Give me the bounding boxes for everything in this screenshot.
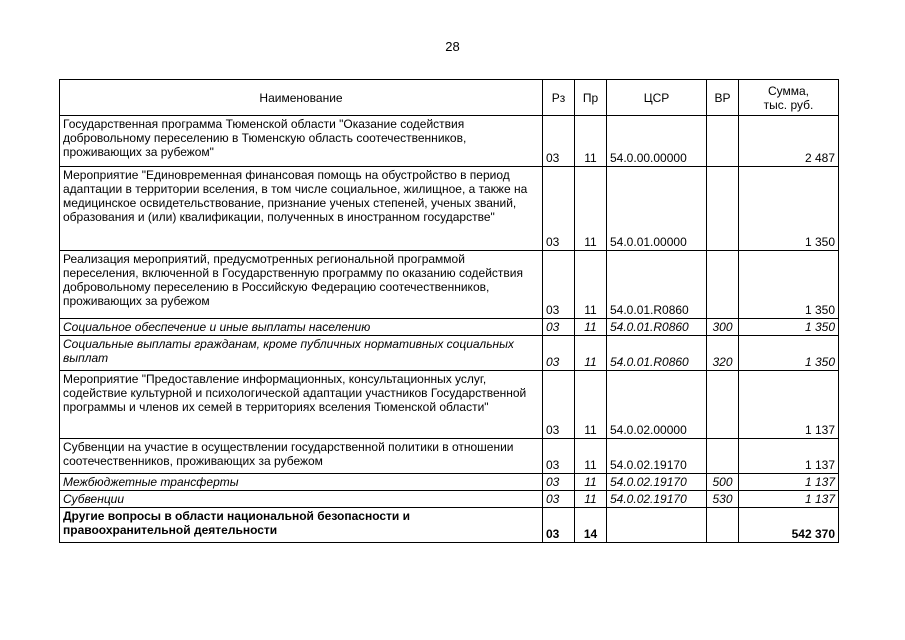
row-name: Субвенции на участие в осуществлении государственной политики в отношении соотечественников, проживающих за рубежом (60, 439, 543, 474)
row-pr: 11 (575, 439, 607, 474)
row-name: Мероприятие "Единовременная финансовая помощь на обустройство в период адаптации в территории вселения, в том числе социальное, жилищное, а также на медицинское освидетельствование, признание ученых степеней, ученых званий, образования и (или) квалификации, полученных в иностранном государстве" (60, 167, 543, 251)
row-rz: 03 (543, 491, 575, 508)
row-rz: 03 (543, 251, 575, 319)
table-row (60, 474, 839, 491)
row-csr: 54.0.01.R0860 (607, 319, 707, 336)
row-rz: 03 (543, 371, 575, 439)
header-rz: Рз (543, 80, 575, 116)
row-sum: 1 350 (739, 251, 839, 319)
row-pr: 11 (575, 167, 607, 251)
table-row (60, 251, 839, 319)
table-row (60, 439, 839, 474)
row-vr (707, 508, 739, 543)
table-row (60, 319, 839, 336)
row-rz: 03 (543, 508, 575, 543)
row-pr: 11 (575, 336, 607, 371)
row-vr (707, 371, 739, 439)
row-name: Субвенции (60, 491, 543, 508)
row-csr: 54.0.02.00000 (607, 371, 707, 439)
row-name: Государственная программа Тюменской области "Оказание содействия добровольному переселению в Тюменскую область соотечественников, проживающих за рубежом" (60, 116, 543, 167)
row-name: Межбюджетные трансферты (60, 474, 543, 491)
budget-table (59, 79, 839, 543)
row-csr (607, 508, 707, 543)
table-row (60, 116, 839, 167)
row-vr (707, 167, 739, 251)
row-pr: 14 (575, 508, 607, 543)
row-sum: 1 350 (739, 167, 839, 251)
row-csr: 54.0.02.19170 (607, 491, 707, 508)
row-pr: 11 (575, 319, 607, 336)
table-row (60, 508, 839, 543)
row-rz: 03 (543, 439, 575, 474)
row-sum: 1 137 (739, 371, 839, 439)
header-vr: ВР (707, 80, 739, 116)
row-vr: 300 (707, 319, 739, 336)
row-sum: 1 137 (739, 491, 839, 508)
page-number: 28 (445, 39, 460, 54)
row-name: Социальное обеспечение и иные выплаты населению (60, 319, 543, 336)
header-sum-line2: тыс. руб. (763, 97, 814, 112)
row-csr: 54.0.01.R0860 (607, 251, 707, 319)
row-name: Мероприятие "Предоставление информационных, консультационных услуг, содействие культурной и психологической адаптации участников Государственной программы и членов их семей в территориях вселения Тюменской области" (60, 371, 543, 439)
header-name: Наименование (60, 80, 543, 116)
row-name: Другие вопросы в области национальной безопасности и правоохранительной деятельности (60, 508, 543, 543)
row-pr: 11 (575, 474, 607, 491)
row-vr: 530 (707, 491, 739, 508)
table-row (60, 167, 839, 251)
row-sum: 1 350 (739, 336, 839, 371)
row-name: Социальные выплаты гражданам, кроме публичных нормативных социальных выплат (60, 336, 543, 371)
row-vr (707, 116, 739, 167)
table-row (60, 371, 839, 439)
row-vr: 320 (707, 336, 739, 371)
row-rz: 03 (543, 167, 575, 251)
table-row (60, 491, 839, 508)
row-csr: 54.0.01.00000 (607, 167, 707, 251)
row-csr: 54.0.01.R0860 (607, 336, 707, 371)
row-rz: 03 (543, 319, 575, 336)
header-sum (739, 80, 839, 116)
row-pr: 11 (575, 371, 607, 439)
row-csr: 54.0.00.00000 (607, 116, 707, 167)
row-sum: 1 350 (739, 319, 839, 336)
row-name: Реализация мероприятий, предусмотренных региональной программой переселения, включенной в Государственную программу по оказанию содействия добровольному переселению в Российскую Федерацию соотечественников, проживающих за рубежом (60, 251, 543, 319)
row-csr: 54.0.02.19170 (607, 439, 707, 474)
row-rz: 03 (543, 116, 575, 167)
row-sum: 2 487 (739, 116, 839, 167)
row-csr: 54.0.02.19170 (607, 474, 707, 491)
row-vr (707, 439, 739, 474)
row-rz: 03 (543, 474, 575, 491)
row-pr: 11 (575, 116, 607, 167)
row-pr: 11 (575, 491, 607, 508)
row-vr: 500 (707, 474, 739, 491)
header-pr: Пр (575, 80, 607, 116)
row-pr: 11 (575, 251, 607, 319)
row-vr (707, 251, 739, 319)
row-rz: 03 (543, 336, 575, 371)
table-header-row (60, 80, 839, 116)
row-sum: 542 370 (739, 508, 839, 543)
header-sum-line1: Сумма, (767, 83, 810, 98)
row-sum: 1 137 (739, 439, 839, 474)
header-csr: ЦСР (607, 80, 707, 116)
row-sum: 1 137 (739, 474, 839, 491)
table-row (60, 336, 839, 371)
